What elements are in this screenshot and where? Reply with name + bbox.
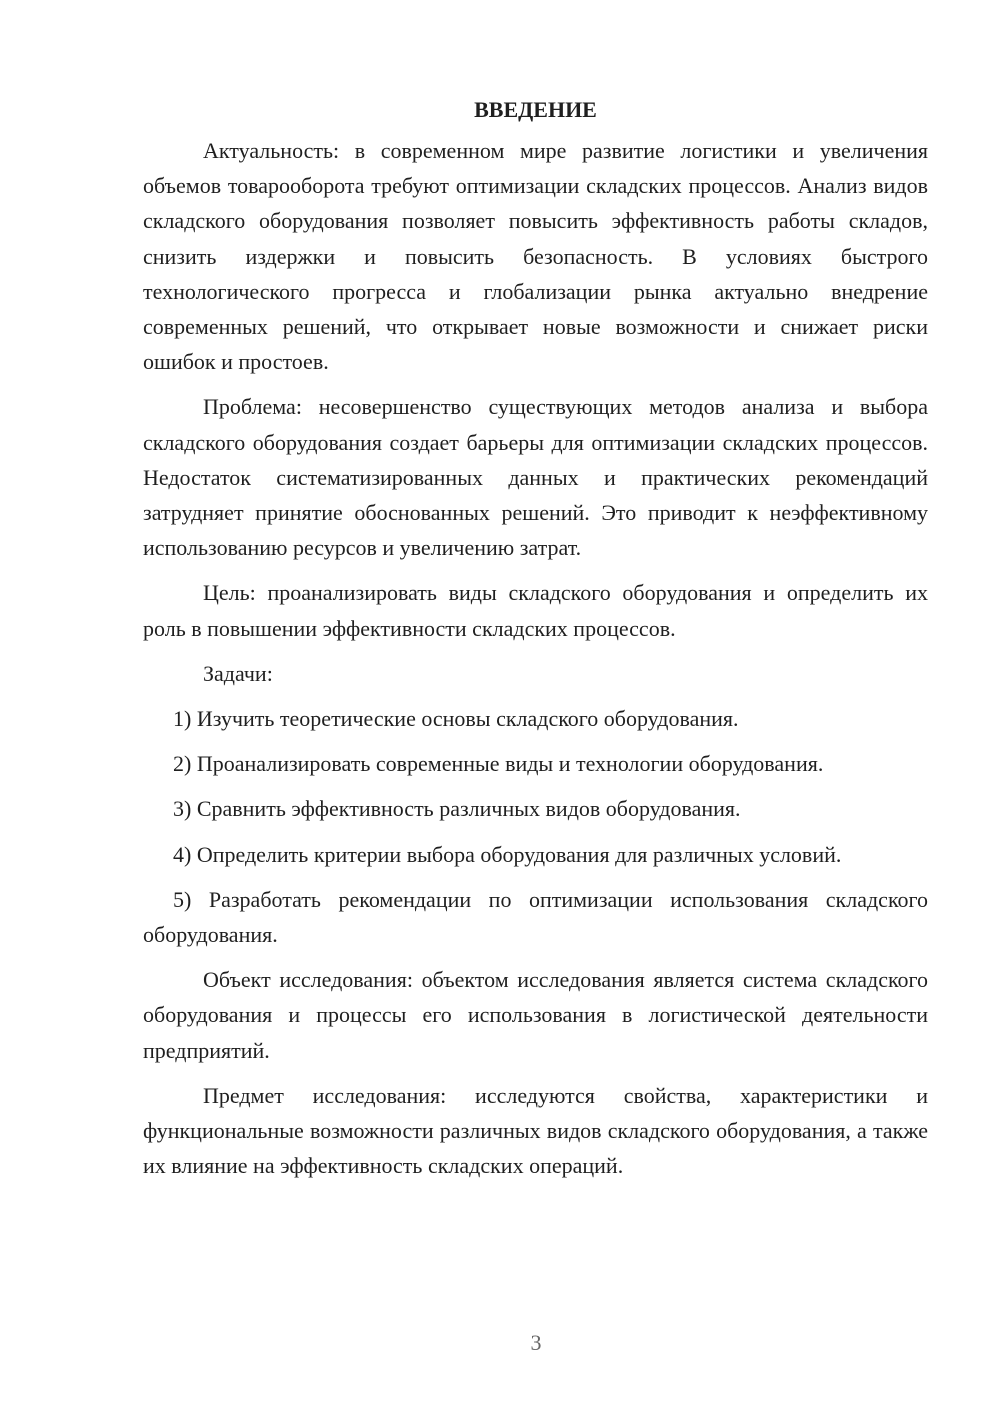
task-item: 5) Разработать рекомендации по оптимизации использования складского оборудования. <box>143 886 928 948</box>
task-item: 1) Изучить теоретические основы складского оборудования. <box>173 706 739 732</box>
tasks-heading: Задачи: <box>203 660 273 686</box>
paragraph-object: Объект исследования: объектом исследования является система складского оборудования и процессы его использования в логистической деятельности предприятий. <box>143 967 928 1063</box>
paragraph-goal: Цель: проанализировать виды складского оборудования и определить их роль в повышении эффективности складских процессов. <box>143 580 928 641</box>
document-page <box>143 92 928 1193</box>
paragraph-subject: Предмет исследования: исследуются свойства, характеристики и функциональные возможности различных видов складского оборудования, а также их влияние на эффективность складских операций. <box>143 1082 928 1179</box>
paragraph-problem: Проблема: несовершенство существующих методов анализа и выбора складского оборудования создает барьеры для оптимизации складских процессов. Недостаток систематизированных данных и практических рекомендаций затрудняет принятие обоснованных решений. Это приводит к неэффективному использованию ресурсов и увеличению затрат. <box>143 394 928 561</box>
page-number: 3 <box>530 1330 542 1355</box>
paragraph-relevance: Актуальность: в современном мире развитие логистики и увеличения объемов товарооборота требуют оптимизации складских процессов. Анализ видов складского оборудования позволяет повысить эффективность работы складов, снизить издержки и повысить безопасность. В условиях быстрого технологического прогресса и глобализации рынка актуально внедрение современных решений, что открывает новые возможности и снижает риски ошибок и простоев. <box>143 138 928 375</box>
task-item: 4) Определить критерии выбора оборудования для различных условий. <box>173 841 842 867</box>
task-item: 2) Проанализировать современные виды и технологии оборудования. <box>173 751 824 777</box>
section-title: ВВЕДЕНИЕ <box>474 97 597 122</box>
task-item: 3) Сравнить эффективность различных видов оборудования. <box>173 796 741 822</box>
